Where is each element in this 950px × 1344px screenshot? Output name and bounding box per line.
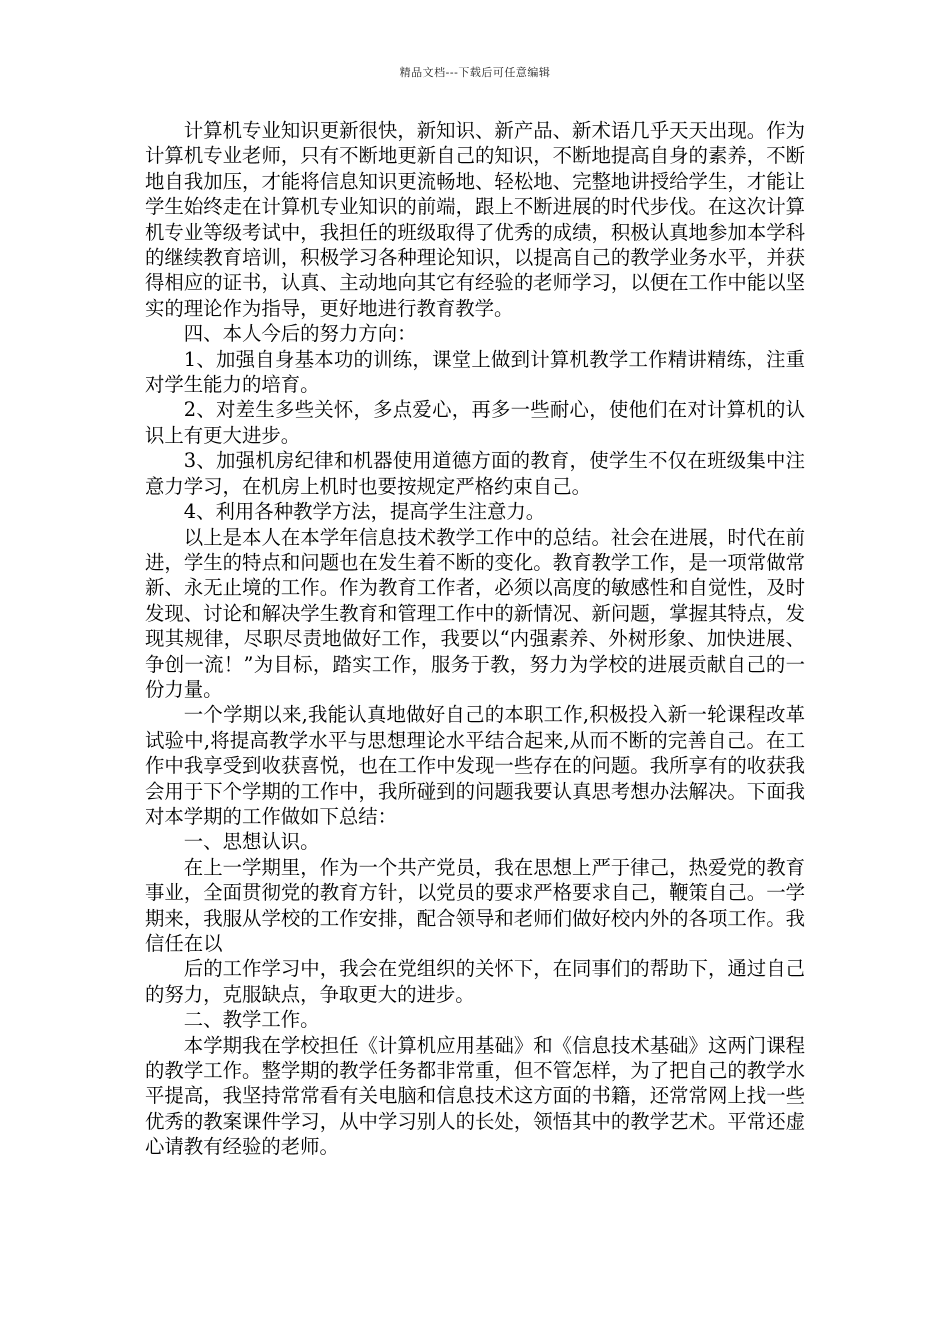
paragraph-party-member: 在上一学期里，作为一个共产党员，我在思想上严于律己，热爱党的教育事业，全面贯彻党的教育方针，以党员的要求严格要求自己，鞭策自己。一学期来，我服从学校的工作安排，配合领导和老师们做好校内外的各项工作。我信任在以: [145, 855, 805, 955]
paragraph-courses: 本学期我在学校担任《计算机应用基础》和《信息技术基础》这两门课程的教学工作。整学期的教学任务都非常重，但不管怎样，为了把自己的教学水平提高，我坚持常常看有关电脑和信息技术这方面的书籍，还常常网上找一些优秀的教案课件学习，从中学习别人的长处，领悟其中的教学艺术。平常还虚心请教有经验的老师。: [145, 1033, 805, 1159]
paragraph-year-summary: 以上是本人在本学年信息技术教学工作中的总结。社会在进展，时代在前进，学生的特点和问题也在发生着不断的变化。教育教学工作，是一项常做常新、永无止境的工作。作为教育工作者，必须以高度的敏感性和自觉性，及时发现、讨论和解决学生教育和管理工作中的新情况、新问题，掌握其特点，发现其规律，尽职尽责地做好工作，我要以“内强素养、外树形象、加快进展、争创一流！”为目标，踏实工作，服务于教，努力为学校的进展贡献自己的一份力量。: [145, 525, 805, 701]
page-header: 精品文档---下载后可任意编辑: [399, 66, 551, 79]
list-item-basic-skills: 1、加强自身基本功的训练，课堂上做到计算机教学工作精讲精练，注重对学生能力的培育。: [145, 347, 805, 397]
document-body: [145, 118, 805, 1160]
heading-future-direction: 四、本人今后的努力方向：: [183, 322, 417, 346]
heading-ideological: 一、思想认识。: [183, 830, 320, 854]
paragraph-knowledge-update: 计算机专业知识更新很快，新知识、新产品、新术语几乎天天出现。作为计算机专业老师，只有不断地更新自己的知识，不断地提高自身的素养，不断地自我加压，才能将信息知识更流畅地、轻松地、完整地讲授给学生，才能让学生始终走在计算机专业知识的前端，跟上不断进展的时代步伐。在这次计算机专业等级考试中，我担任的班级取得了优秀的成绩，积极认真地参加本学科的继续教育培训，积极学习各种理论知识，以提高自己的教学业务水平，并获得相应的证书，认真、主动地向其它有经验的老师学习，以便在工作中能以坚实的理论作为指导，更好地进行教育教学。: [145, 119, 805, 320]
paragraph-future-study: 后的工作学习中，我会在党组织的关怀下，在同事们的帮助下，通过自己的努力，克服缺点，争取更大的进步。: [145, 957, 805, 1006]
list-item-weak-students: 2、对差生多些关怀，多点爱心，再多一些耐心，使他们在对计算机的认识上有更大进步。: [145, 398, 805, 447]
list-item-lab-discipline: 3、加强机房纪律和机器使用道德方面的教育，使学生不仅在班级集中注意力学习，在机房上机时也要按规定严格约束自己。: [145, 449, 805, 498]
list-item-teaching-methods: 4、利用各种教学方法，提高学生注意力。: [183, 500, 546, 524]
heading-teaching-work: 二、教学工作。: [183, 1008, 320, 1032]
paragraph-semester-intro: 一个学期以来,我能认真地做好自己的本职工作,积极投入新一轮课程改革试验中,将提高教学水平与思想理论水平结合起来,从而不断的完善自己。在工作中我享受到收获喜悦，也在工作中发现一些存在的问题。我所享有的收获我会用于下个学期的工作中，我所碰到的问题我要认真思考想办法解决。下面我对本学期的工作做如下总结：: [145, 703, 805, 828]
